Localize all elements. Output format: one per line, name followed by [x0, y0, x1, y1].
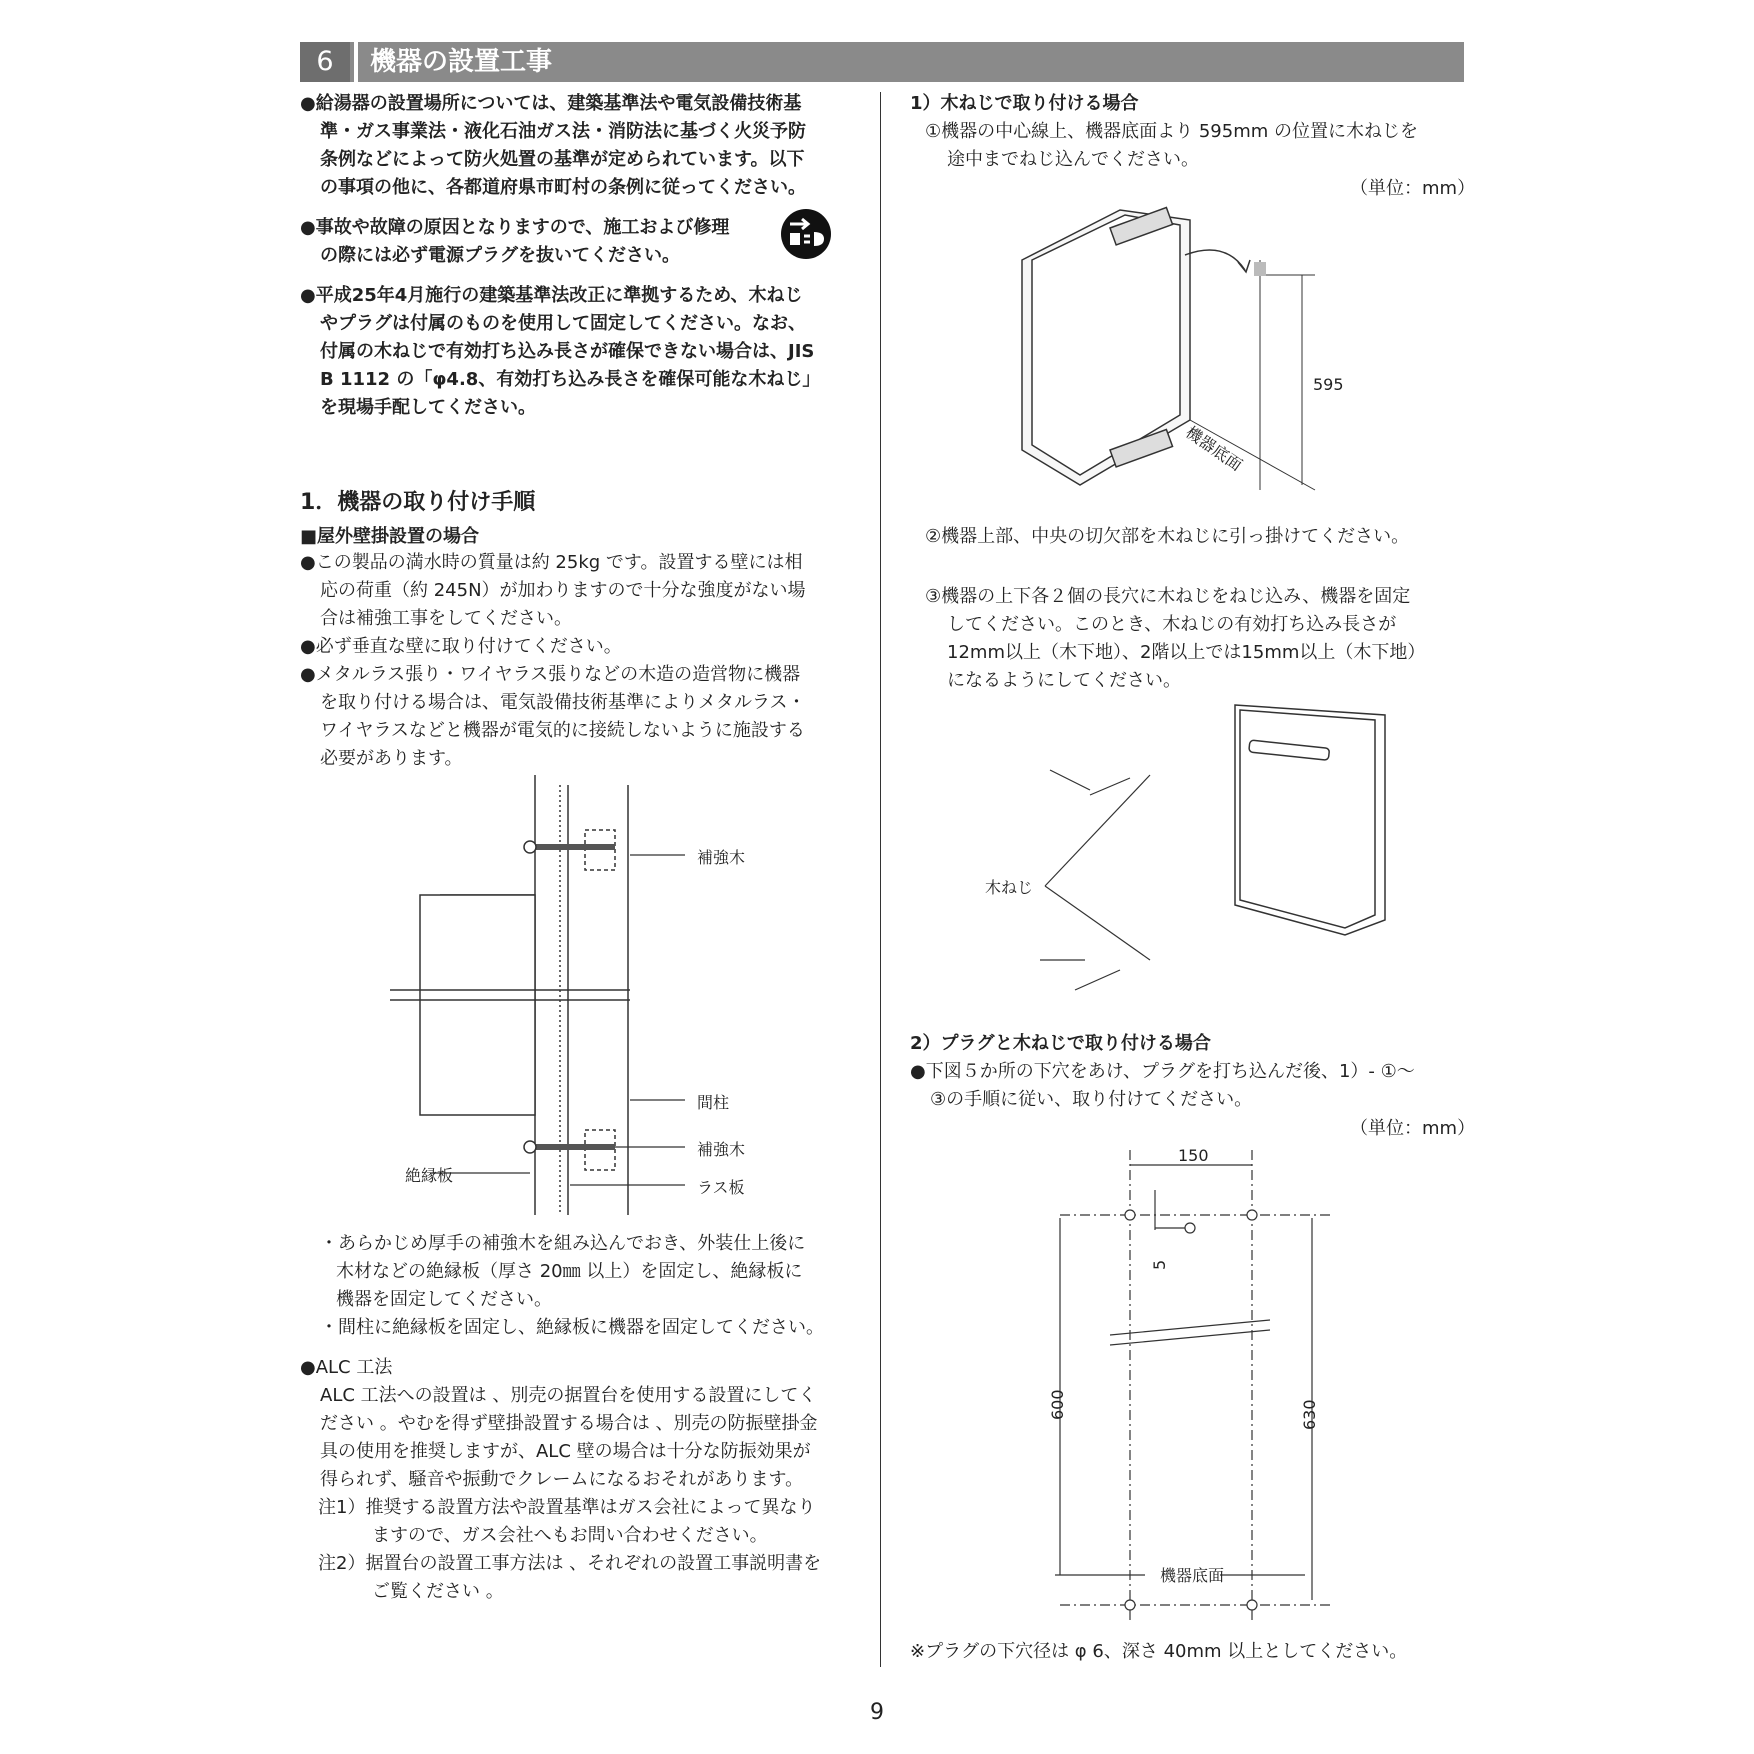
screw-figure	[990, 680, 1390, 1000]
fig3-bottom-label: 機器底面	[1160, 1566, 1225, 1585]
heater-hanging-figure	[1010, 200, 1330, 500]
alc-paragraph: ●ALC 工法 ALC 工法への設置は 、別売の据置台を使用する設置にしてく ださい 。やむを得ず壁掛設置する場合は 、別売の防振壁掛金 具の使用を推奨しますが、ALC 壁の場合は十分な防振効果が 得られず、騒音や振動でクレームになるおそれがあります。	[300, 1357, 818, 1490]
label-lath: ラス板	[697, 1178, 745, 1197]
intro-paragraph-2: ●事故や故障の原因となりますので、施工および修理 の際には必ず電源プラグを抜いてください。	[300, 217, 730, 266]
step-2: ②機器上部、中央の切欠部を木ねじに引っ掛けてください。	[925, 526, 1410, 547]
wood-screw-label: 木ねじ	[985, 878, 1034, 897]
footnote-2: 注2）据置台の設置工事方法は 、それぞれの設置工事説明書を ご覧ください 。	[318, 1553, 822, 1602]
label-insulation: 絶縁板	[405, 1166, 454, 1185]
metal-lath-bullet: ●メタルラス張り・ワイヤラス張りなどの木造の造営物に機器 を取り付ける場合は、電気設備技術基準によりメタルラス・ ワイヤラスなどと機器が電気的に接続しないように施設する 必要があります。	[300, 664, 806, 769]
dimension-600: 600	[1048, 1389, 1067, 1420]
note-2: ・間柱に絶縁板を固定し、絶縁板に機器を固定してください。	[320, 1317, 824, 1338]
unit-label-1: （単位：mm）	[1350, 178, 1476, 199]
unplug-icon	[780, 208, 832, 260]
plug-screw-heading: 2）プラグと木ねじで取り付ける場合	[910, 1033, 1211, 1054]
dimension-150: 150	[1178, 1146, 1209, 1165]
label-reinforce-top: 補強木	[697, 848, 746, 867]
weight-bullet: ●この製品の満水時の質量は約 25kg です。設置する壁には相 応の荷重（約 245N）が加わりますので十分な強度がない場 合は補強工事をしてください。	[300, 552, 806, 629]
plug-instructions: ●下図５か所の下穴をあけ、プラグを打ち込んだ後、1）- ①～ ③の手順に従い、取り付けてください。	[910, 1061, 1415, 1110]
hole-position-figure	[1040, 1140, 1360, 1630]
dimension-5: 5	[1150, 1259, 1169, 1270]
step-3: ③機器の上下各２個の長穴に木ねじをねじ込み、機器を固定 してください。このとき、木ねじの有効打ち込み長さが 12mm以上（木下地）、2階以上では15mm以上（木下地） になるようにしてください。	[925, 586, 1426, 691]
label-stud: 間柱	[697, 1093, 730, 1112]
header-separator	[354, 42, 358, 82]
page-number: 9	[870, 1700, 884, 1725]
label-reinforce-bottom: 補強木	[697, 1140, 746, 1159]
section-title: 機器の設置工事	[370, 47, 553, 77]
note-1: ・あらかじめ厚手の補強木を組み込んでおき、外装仕上後に 木材などの絶縁板（厚さ 20㎜ 以上）を固定し、絶縁板に 機器を固定してください。	[320, 1233, 806, 1310]
wood-screw-heading: 1）木ねじで取り付ける場合	[910, 93, 1139, 114]
fig1-bottom-label: 機器底面	[1182, 422, 1246, 475]
intro-paragraph-1: ●給湯器の設置場所については、建築基準法や電気設備技術基 準・ガス事業法・液化石油ガス法・消防法に基づく火災予防 条例などによって防火処置の基準が定められています。以下 の事項の他に、各都道府県市町村の条例に従ってください。	[300, 93, 806, 198]
plug-hole-footnote: ※プラグの下穴径は φ 6、深さ 40mm 以上としてください。	[910, 1641, 1408, 1662]
footnote-1: 注1）推奨する設置方法や設置基準はガス会社によって異なり ますので、ガス会社へもお問い合わせください。	[318, 1497, 816, 1546]
step-1: ①機器の中心線上、機器底面より 595mm の位置に木ねじを 途中までねじ込んでください。	[925, 121, 1419, 170]
column-divider	[880, 92, 881, 1667]
unit-label-2: （単位：mm）	[1350, 1118, 1476, 1139]
outdoor-wall-subheading: ■屋外壁掛設置の場合	[300, 526, 480, 547]
dimension-630: 630	[1300, 1399, 1319, 1430]
vertical-wall-bullet: ●必ず垂直な壁に取り付けてください。	[300, 636, 622, 657]
dimension-595: 595	[1313, 375, 1344, 394]
intro-paragraph-3: ●平成25年4月施行の建築基準法改正に準拠するため、木ねじ やプラグは付属のものを使用して固定してください。なお、 付属の木ねじで有効打ち込み長さが確保できない場合は、JIS B 1112 の「φ4.8、有効打ち込み長さを確保可能な木ねじ」 を現場手配してください。	[300, 285, 821, 418]
section-number: 6	[300, 42, 350, 82]
procedure-heading: 1．機器の取り付け手順	[300, 490, 536, 515]
